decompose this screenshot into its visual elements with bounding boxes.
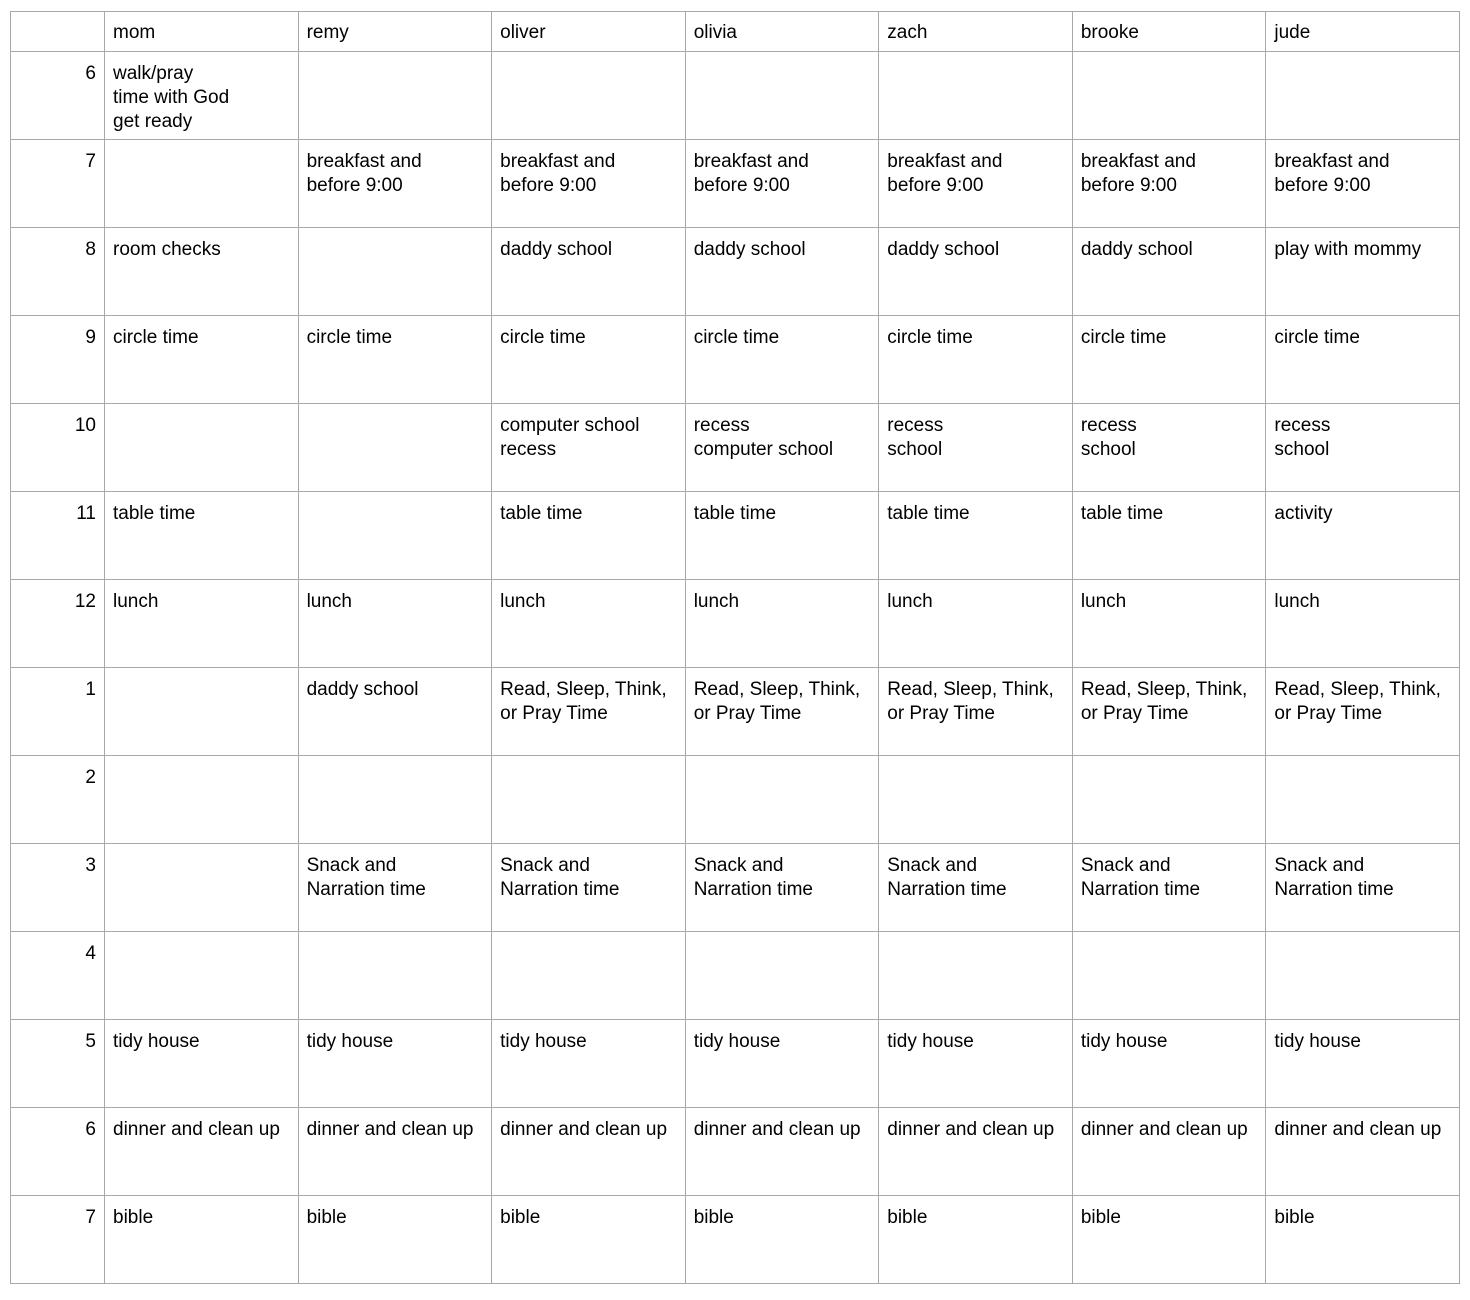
schedule-cell-zach: Read, Sleep, Think, or Pray Time <box>879 668 1073 756</box>
time-cell: 2 <box>11 756 105 844</box>
schedule-cell-brooke <box>1072 756 1266 844</box>
table-row <box>11 316 1460 404</box>
table-row <box>11 140 1460 228</box>
schedule-cell-oliver: dinner and clean up <box>492 1108 686 1196</box>
schedule-cell-zach: bible <box>879 1196 1073 1284</box>
schedule-cell-zach: Snack and Narration time <box>879 844 1073 932</box>
schedule-cell-remy: bible <box>298 1196 492 1284</box>
schedule-cell-olivia: recess computer school <box>685 404 879 492</box>
schedule-cell-mom <box>105 668 299 756</box>
table-row <box>11 404 1460 492</box>
schedule-cell-brooke: circle time <box>1072 316 1266 404</box>
header-time-cell <box>11 12 105 52</box>
header-cell-oliver: oliver <box>492 12 686 52</box>
schedule-cell-jude <box>1266 932 1460 1020</box>
schedule-cell-zach: table time <box>879 492 1073 580</box>
schedule-cell-jude: circle time <box>1266 316 1460 404</box>
time-cell: 9 <box>11 316 105 404</box>
schedule-cell-zach: recess school <box>879 404 1073 492</box>
schedule-cell-olivia <box>685 756 879 844</box>
schedule-cell-mom <box>105 932 299 1020</box>
schedule-cell-oliver: bible <box>492 1196 686 1284</box>
schedule-cell-jude: dinner and clean up <box>1266 1108 1460 1196</box>
schedule-cell-mom: dinner and clean up <box>105 1108 299 1196</box>
schedule-cell-olivia: daddy school <box>685 228 879 316</box>
schedule-cell-olivia: Read, Sleep, Think, or Pray Time <box>685 668 879 756</box>
schedule-cell-mom <box>105 404 299 492</box>
table-row <box>11 1108 1460 1196</box>
schedule-cell-olivia: circle time <box>685 316 879 404</box>
schedule-cell-zach: tidy house <box>879 1020 1073 1108</box>
schedule-cell-oliver: table time <box>492 492 686 580</box>
schedule-cell-oliver: breakfast and before 9:00 <box>492 140 686 228</box>
schedule-cell-brooke <box>1072 932 1266 1020</box>
table-row <box>11 228 1460 316</box>
schedule-cell-olivia: breakfast and before 9:00 <box>685 140 879 228</box>
schedule-cell-oliver: lunch <box>492 580 686 668</box>
schedule-cell-zach: breakfast and before 9:00 <box>879 140 1073 228</box>
schedule-cell-brooke: recess school <box>1072 404 1266 492</box>
schedule-cell-oliver: computer school recess <box>492 404 686 492</box>
schedule-cell-olivia: table time <box>685 492 879 580</box>
schedule-cell-olivia <box>685 932 879 1020</box>
schedule-cell-mom: walk/pray time with God get ready <box>105 52 299 140</box>
schedule-cell-oliver <box>492 756 686 844</box>
header-cell-remy: remy <box>298 12 492 52</box>
table-row <box>11 1196 1460 1284</box>
schedule-cell-jude: breakfast and before 9:00 <box>1266 140 1460 228</box>
schedule-cell-remy: circle time <box>298 316 492 404</box>
schedule-cell-remy: tidy house <box>298 1020 492 1108</box>
time-cell: 4 <box>11 932 105 1020</box>
schedule-table <box>10 11 1460 1284</box>
schedule-cell-mom: table time <box>105 492 299 580</box>
time-cell: 8 <box>11 228 105 316</box>
schedule-cell-jude: play with mommy <box>1266 228 1460 316</box>
schedule-cell-remy: dinner and clean up <box>298 1108 492 1196</box>
header-cell-zach: zach <box>879 12 1073 52</box>
schedule-cell-jude: bible <box>1266 1196 1460 1284</box>
schedule-cell-remy <box>298 228 492 316</box>
schedule-cell-olivia: tidy house <box>685 1020 879 1108</box>
schedule-cell-mom: circle time <box>105 316 299 404</box>
schedule-cell-oliver: tidy house <box>492 1020 686 1108</box>
time-cell: 12 <box>11 580 105 668</box>
schedule-cell-mom: room checks <box>105 228 299 316</box>
header-cell-olivia: olivia <box>685 12 879 52</box>
table-row <box>11 756 1460 844</box>
table-row <box>11 932 1460 1020</box>
schedule-cell-remy <box>298 756 492 844</box>
table-row <box>11 844 1460 932</box>
schedule-cell-oliver: daddy school <box>492 228 686 316</box>
table-row <box>11 492 1460 580</box>
time-cell: 5 <box>11 1020 105 1108</box>
schedule-cell-jude: recess school <box>1266 404 1460 492</box>
time-cell: 6 <box>11 52 105 140</box>
schedule-cell-remy: lunch <box>298 580 492 668</box>
schedule-cell-remy <box>298 52 492 140</box>
schedule-cell-brooke <box>1072 52 1266 140</box>
schedule-cell-jude: lunch <box>1266 580 1460 668</box>
header-cell-jude: jude <box>1266 12 1460 52</box>
table-row <box>11 668 1460 756</box>
schedule-cell-remy <box>298 492 492 580</box>
schedule-cell-zach <box>879 932 1073 1020</box>
schedule-cell-brooke: daddy school <box>1072 228 1266 316</box>
schedule-cell-brooke: lunch <box>1072 580 1266 668</box>
schedule-cell-remy: daddy school <box>298 668 492 756</box>
schedule-cell-jude: tidy house <box>1266 1020 1460 1108</box>
schedule-cell-zach: lunch <box>879 580 1073 668</box>
table-row <box>11 580 1460 668</box>
schedule-cell-jude: Snack and Narration time <box>1266 844 1460 932</box>
schedule-cell-remy <box>298 404 492 492</box>
schedule-cell-brooke: Snack and Narration time <box>1072 844 1266 932</box>
schedule-cell-jude <box>1266 52 1460 140</box>
header-row <box>11 12 1460 52</box>
header-cell-mom: mom <box>105 12 299 52</box>
schedule-cell-remy: breakfast and before 9:00 <box>298 140 492 228</box>
time-cell: 7 <box>11 1196 105 1284</box>
header-cell-brooke: brooke <box>1072 12 1266 52</box>
schedule-cell-olivia: bible <box>685 1196 879 1284</box>
schedule-cell-brooke: breakfast and before 9:00 <box>1072 140 1266 228</box>
schedule-cell-brooke: table time <box>1072 492 1266 580</box>
schedule-cell-olivia: dinner and clean up <box>685 1108 879 1196</box>
schedule-cell-mom: lunch <box>105 580 299 668</box>
schedule-cell-jude: activity <box>1266 492 1460 580</box>
schedule-cell-jude: Read, Sleep, Think, or Pray Time <box>1266 668 1460 756</box>
schedule-cell-zach <box>879 52 1073 140</box>
schedule-cell-brooke: tidy house <box>1072 1020 1266 1108</box>
schedule-cell-oliver: Read, Sleep, Think, or Pray Time <box>492 668 686 756</box>
schedule-cell-mom: bible <box>105 1196 299 1284</box>
schedule-cell-mom <box>105 140 299 228</box>
schedule-cell-zach: daddy school <box>879 228 1073 316</box>
schedule-cell-brooke: bible <box>1072 1196 1266 1284</box>
schedule-cell-oliver: Snack and Narration time <box>492 844 686 932</box>
schedule-cell-olivia: lunch <box>685 580 879 668</box>
time-cell: 1 <box>11 668 105 756</box>
schedule-cell-remy: Snack and Narration time <box>298 844 492 932</box>
schedule-cell-mom <box>105 844 299 932</box>
time-cell: 10 <box>11 404 105 492</box>
schedule-cell-oliver: circle time <box>492 316 686 404</box>
table-row <box>11 52 1460 140</box>
schedule-cell-jude <box>1266 756 1460 844</box>
schedule-cell-brooke: dinner and clean up <box>1072 1108 1266 1196</box>
schedule-body <box>11 52 1460 1284</box>
schedule-cell-zach <box>879 756 1073 844</box>
schedule-cell-zach: circle time <box>879 316 1073 404</box>
schedule-cell-zach: dinner and clean up <box>879 1108 1073 1196</box>
time-cell: 11 <box>11 492 105 580</box>
schedule-cell-olivia: Snack and Narration time <box>685 844 879 932</box>
schedule-cell-mom <box>105 756 299 844</box>
table-row <box>11 1020 1460 1108</box>
schedule-cell-oliver <box>492 52 686 140</box>
time-cell: 7 <box>11 140 105 228</box>
time-cell: 3 <box>11 844 105 932</box>
schedule-cell-mom: tidy house <box>105 1020 299 1108</box>
schedule-cell-olivia <box>685 52 879 140</box>
schedule-cell-brooke: Read, Sleep, Think, or Pray Time <box>1072 668 1266 756</box>
schedule-cell-remy <box>298 932 492 1020</box>
schedule-cell-oliver <box>492 932 686 1020</box>
time-cell: 6 <box>11 1108 105 1196</box>
